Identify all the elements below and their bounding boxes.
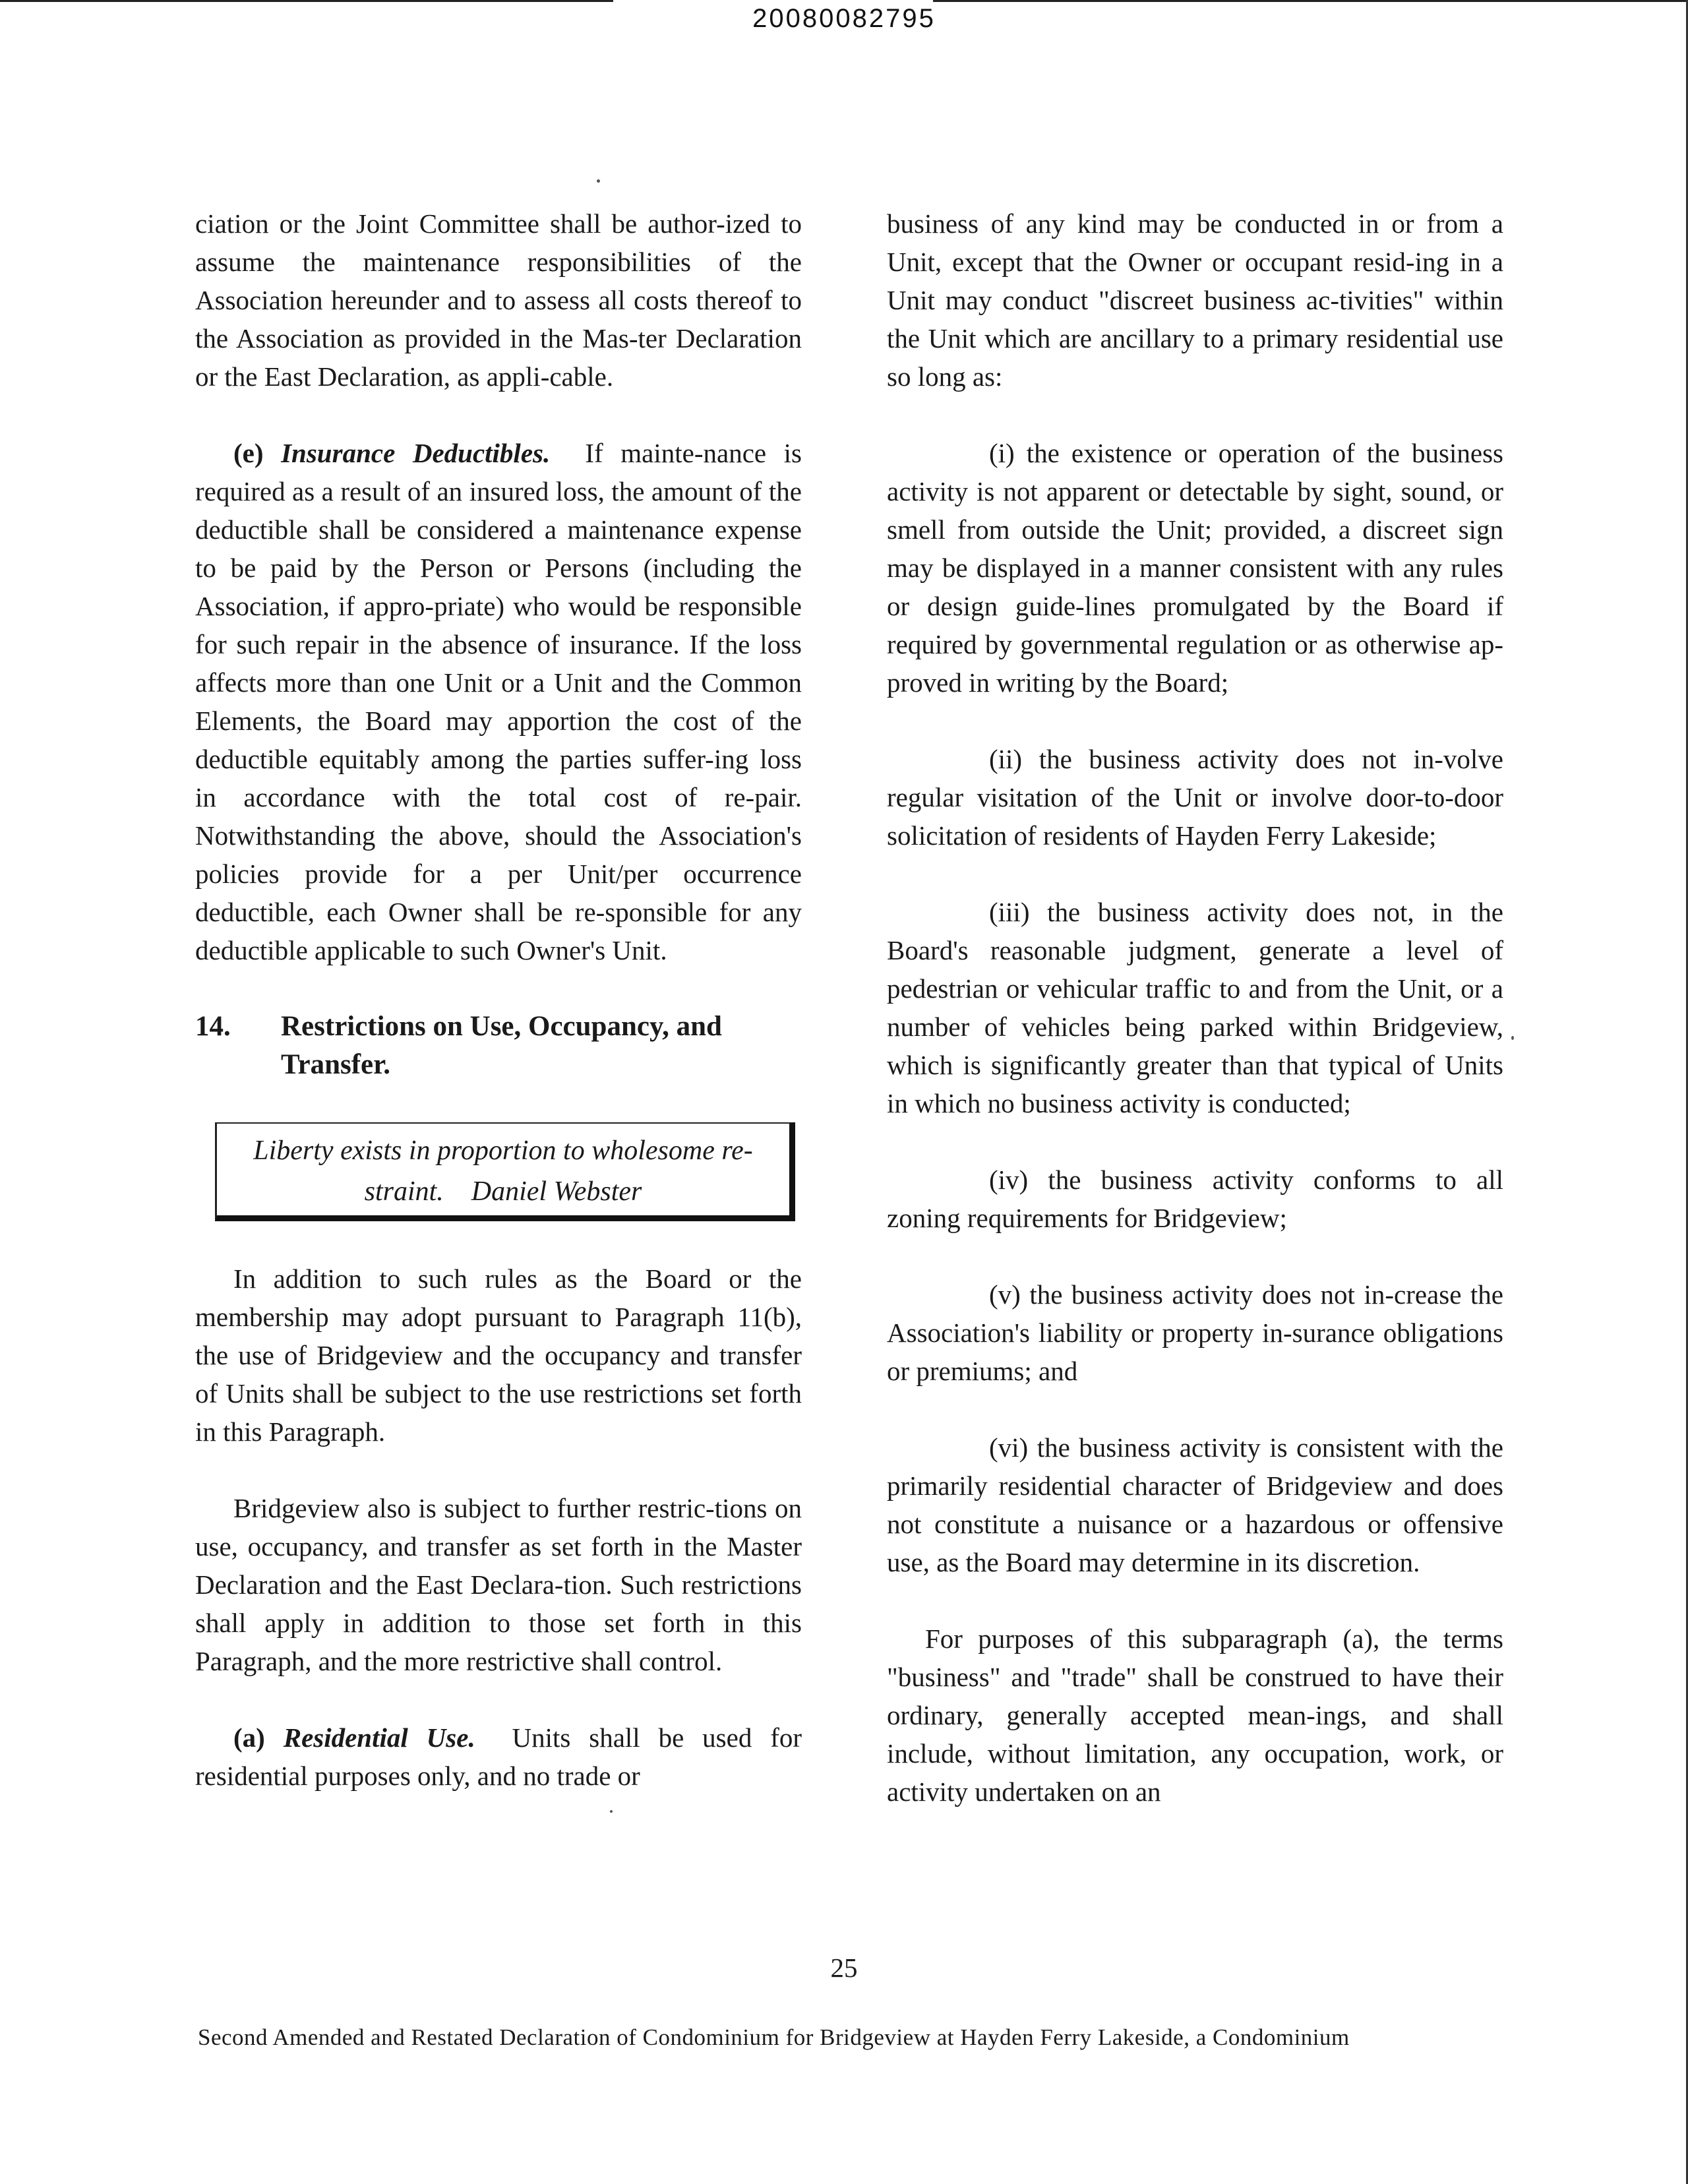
paragraph-body: If mainte-nance is required as a result of an insured loss, the amount of the deductible shall be considered a maintenance expense to be paid by the Person or Persons (including the Association, if appro-priate) who would be responsible for such repair in the absence of insurance. If the loss affects more than one Unit or a Unit and the Common Elements, the Board may apportion the cost of the deductible equitably among the parties suffer-ing loss in accordance with the total cost of re-pair. Notwithstanding the above, should the Association's policies provide for a per Unit/per occurrence deductible, each Owner shall be re-sponsible for any deductible applicable to such Owner's Unit. bbox=[195, 438, 802, 965]
subsection-letter: (e) bbox=[233, 438, 264, 468]
quote-text: Liberty exists in proportion to wholesome re-straint. bbox=[253, 1136, 753, 1207]
paragraph-body: Units shall be used for residential purposes only, and no trade or bbox=[195, 1722, 802, 1791]
scan-speck bbox=[597, 179, 600, 183]
subsection-heading bbox=[233, 1722, 475, 1753]
subsection-title: Residential Use. bbox=[283, 1722, 475, 1753]
document-number: 20080082795 bbox=[752, 4, 936, 33]
list-item-iii: (iii) the business activity does not, in the Board's reasonable judgment, generate a level of pedestrian or vehicular traffic to and from the Unit, or a number of vehicles being parked within Bridgeview, which is significantly greater than that typical of Units in which no business activity is conducted; bbox=[887, 897, 1503, 1118]
scan-speck bbox=[1511, 1036, 1514, 1040]
subsection-heading bbox=[233, 438, 550, 468]
list-item-i: (i) the existence or operation of the business activity is not apparent or detectable by sight, sound, or smell from outside the Unit; provided, a discreet sign may be displayed in a manner consistent with any rules or design guide-lines promulgated by the Board if required by governmental regulation or as otherwise ap-proved in writing by the Board; bbox=[887, 438, 1503, 698]
subsection-letter: (a) bbox=[233, 1722, 265, 1753]
paragraph-further-restrictions: Bridgeview also is subject to further restric-tions on use, occupancy, and transfer as set forth in the Master Declaration and the East Declara-tion. Such restrictions shall apply in addition to those set forth in this Paragraph, and the more restrictive shall control. bbox=[195, 1493, 802, 1676]
footer-title: Second Amended and Restated Declaration of Condominium for Bridgeview at Hayden Ferry Lakeside, a Condominium bbox=[198, 2024, 1350, 2050]
paragraph-business-definition: For purposes of this subparagraph (a), the terms "business" and "trade" shall be construed to have their ordinary, generally accepted mean-ings, and shall include, without limitation, any occupation, work, or activity undertaken on an bbox=[887, 1623, 1503, 1807]
quote-box bbox=[215, 1122, 795, 1221]
paragraph-insurance-deductibles bbox=[195, 434, 802, 969]
list-item-ii: (ii) the business activity does not in-volve regular visitation of the Unit or involve door-to-door solicitation of residents of Hayden Ferry Lakeside; bbox=[887, 744, 1503, 851]
list-item-vi: (vi) the business activity is consistent with the primarily residential character of Bridgeview and does not constitute a nuisance or a hazardous or offensive use, as the Board may determine in its discretion. bbox=[887, 1432, 1503, 1577]
list-item-v: (v) the business activity does not in-crease the Association's liability or property in-surance obligations or premiums; and bbox=[887, 1279, 1503, 1386]
subsection-title: Insurance Deductibles. bbox=[281, 438, 551, 468]
section-heading bbox=[195, 1008, 802, 1084]
paragraph-continuation: ciation or the Joint Committee shall be author-ized to assume the maintenance responsibilities of the Association hereunder and to assess all costs thereof to the Association as provided in the Mas-ter Declaration or the East Declaration, as appli-cable. bbox=[195, 208, 802, 392]
section-title: Restrictions on Use, Occupancy, and Transfer. bbox=[281, 1011, 722, 1080]
list-item-iv: (iv) the business activity conforms to all zoning requirements for Bridgeview; bbox=[887, 1165, 1503, 1233]
right-column bbox=[887, 204, 1503, 1811]
paragraph-business-activities: business of any kind may be conducted in or from a Unit, except that the Owner or occupant resid-ing in a Unit may conduct "discreet business ac-tivities" within the Unit which are ancillary to a primary residential use so long as: bbox=[887, 208, 1503, 392]
scan-speck bbox=[610, 1810, 613, 1813]
paragraph-use-restrictions: In addition to such rules as the Board or the membership may adopt pursuant to Paragraph 11(b), the use of Bridgeview and the occupancy and transfer of Units shall be subject to the use restrictions set forth in this Paragraph. bbox=[195, 1263, 802, 1447]
paragraph-residential-use bbox=[195, 1718, 802, 1795]
section-number: 14. bbox=[195, 1011, 231, 1042]
page-number: 25 bbox=[830, 1953, 858, 1983]
top-border-line bbox=[933, 0, 1688, 2]
left-column bbox=[195, 204, 802, 1795]
top-border-line bbox=[0, 0, 613, 2]
quote-author: Daniel Webster bbox=[471, 1176, 642, 1207]
